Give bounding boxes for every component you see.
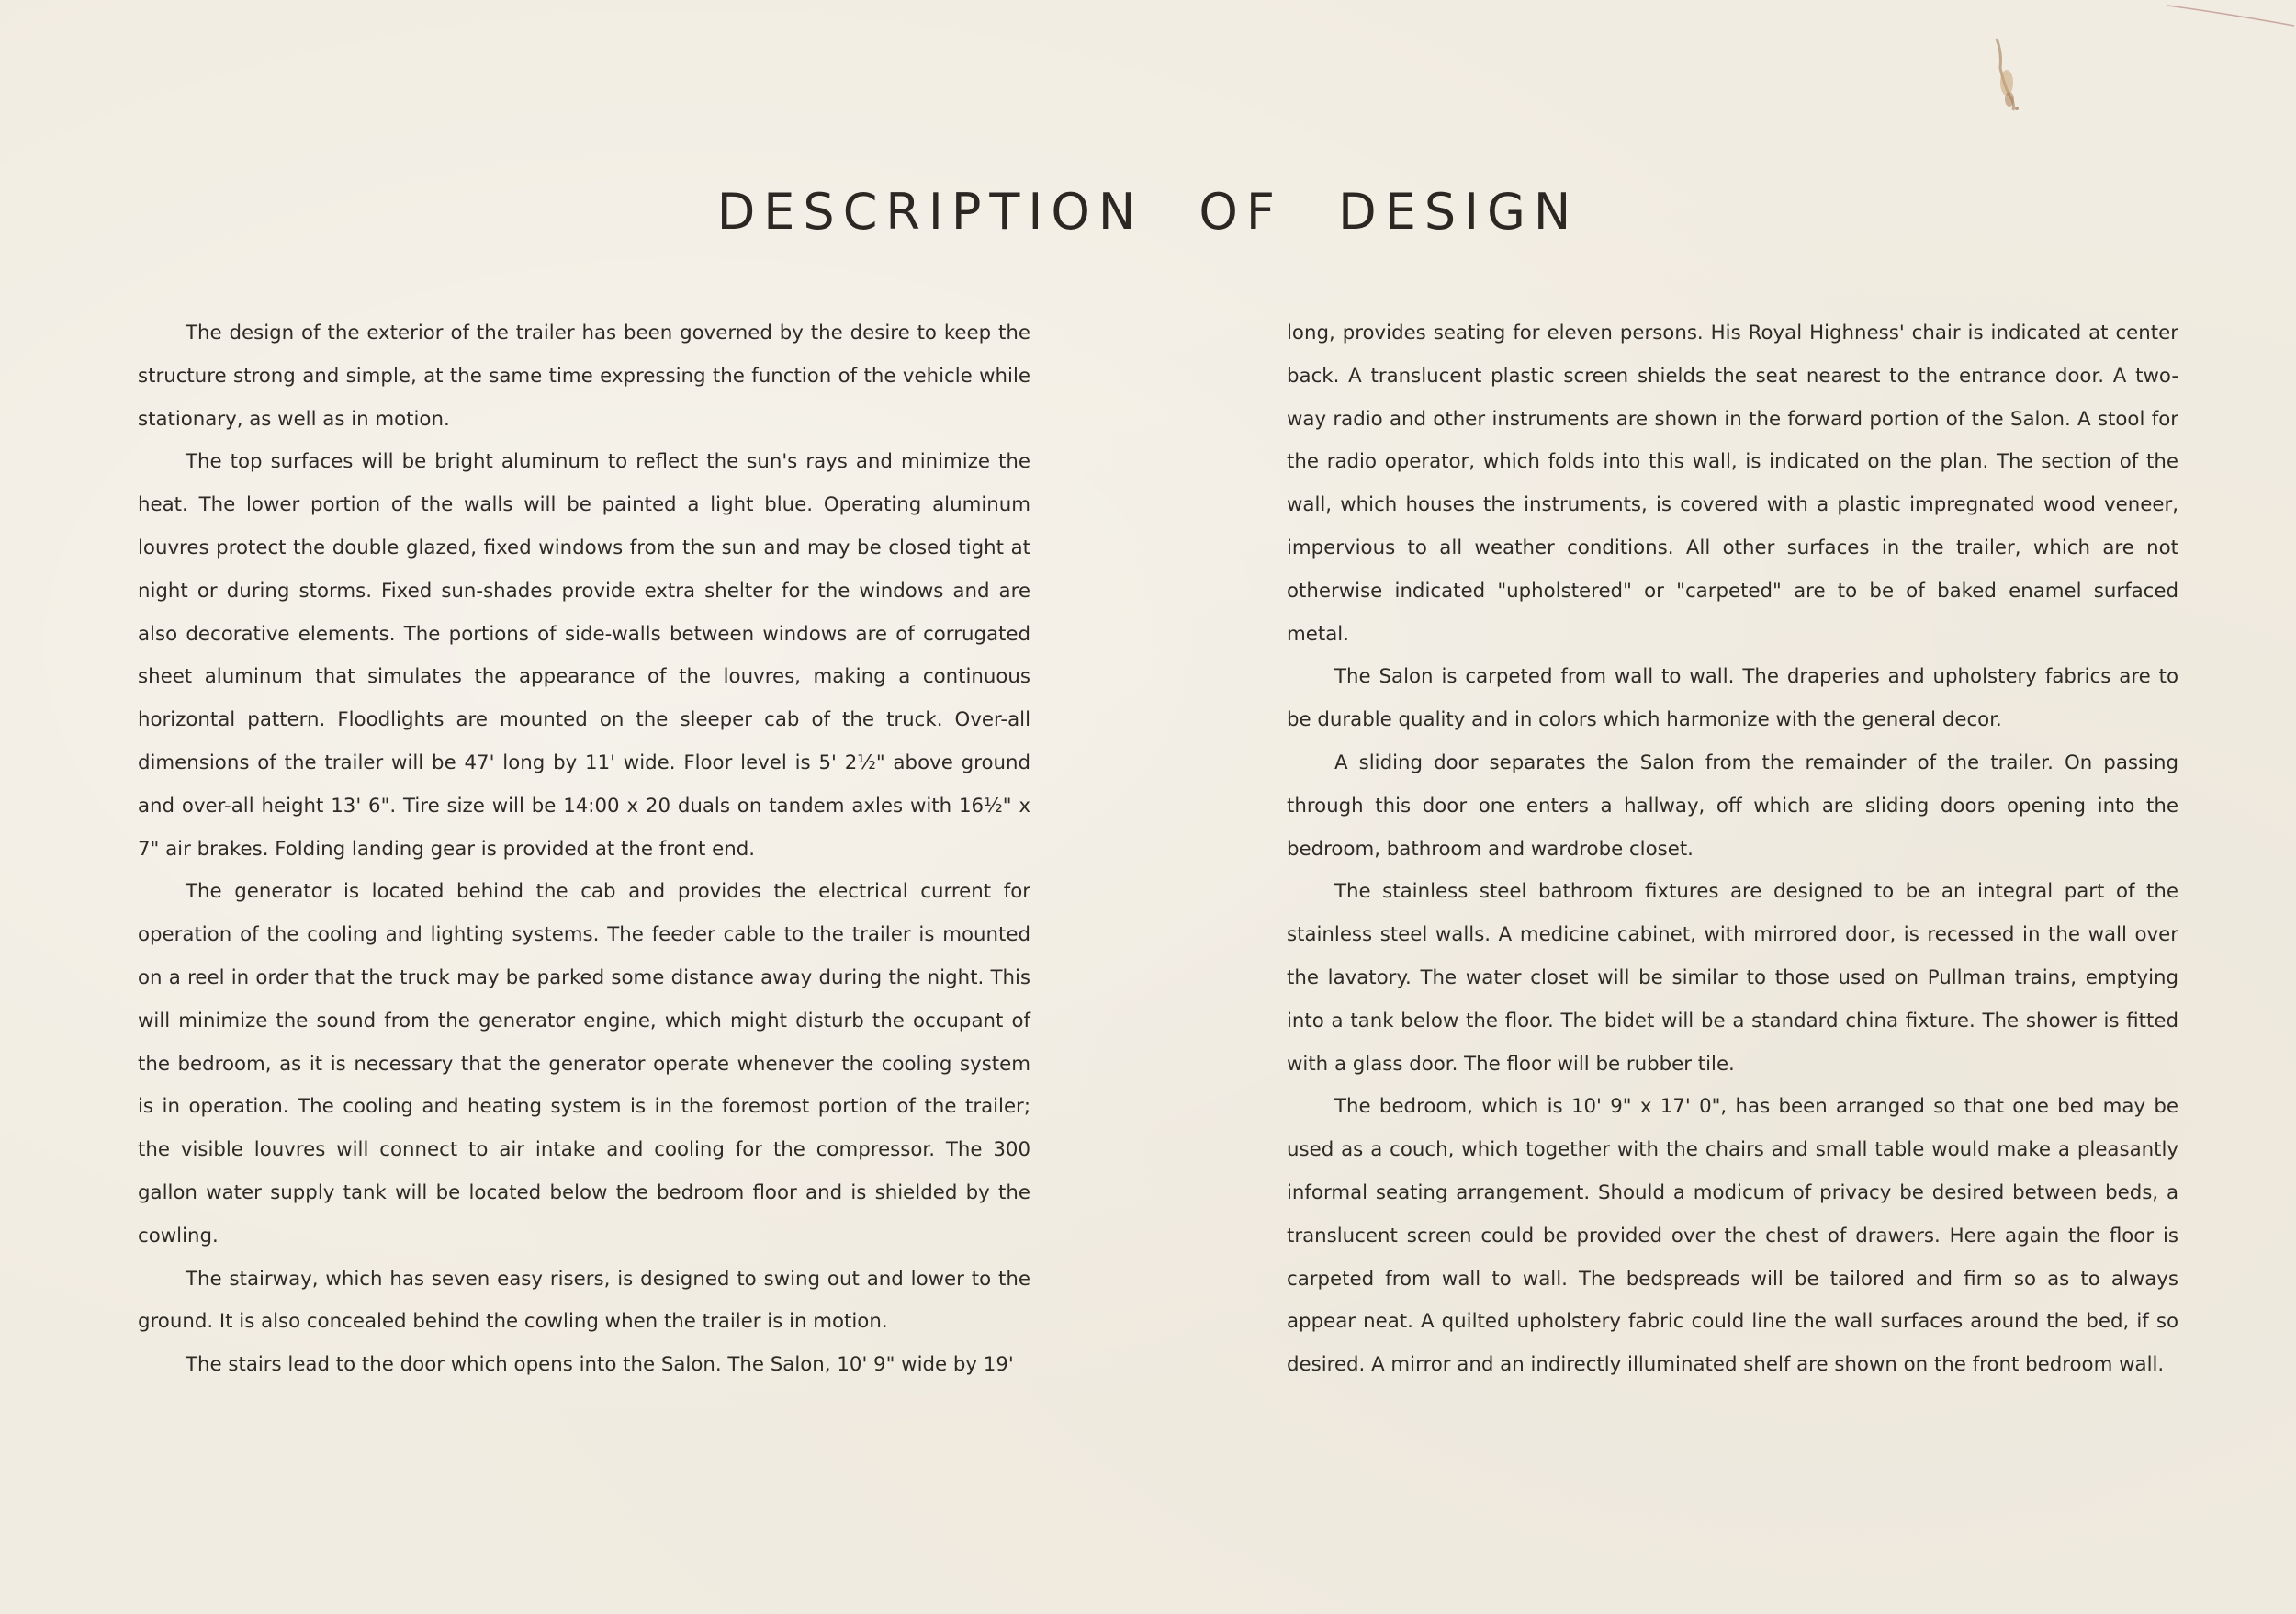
paragraph-bedroom: The bedroom, which is 10' 9" x 17' 0", has been arranged so that one bed may be used as a couch, which together with the chairs and small table would make a pleasantly informal seating arrangement. Should a modicum of privacy be desired between beds, a translucent screen could be provided over the chest of drawers. Here again the floor is carpeted from wall to wall. The bedspreads will be tailored and firm so as to always appear neat. A quilted upholstery fabric could line the wall surfaces around the bed, if so desired. A mirror and an indirectly illuminated shelf are shown on the front bedroom wall. — [1287, 1095, 2178, 1377]
paragraph-sliding-door: A sliding door separates the Salon from the remainder of the trailer. On passing through this door one enters a hallway, off which are sliding doors opening into the bedroom, bathroom and wardrobe closet. — [1287, 751, 2178, 861]
paragraph-salon-start: The stairs lead to the door which opens into the Salon. The Salon, 10' 9" wide by 19' — [186, 1353, 1014, 1377]
left-column — [138, 312, 1030, 1387]
paragraph-salon-continued: long, provides seating for eleven persons. His Royal Highness' chair is indicated at center back. A translucent plastic screen shields the seat nearest to the entrance door. A two-way radio and other instruments are shown in the forward portion of the Salon. A stool for the radio operator, which folds into this wall, is indicated on the plan. The section of the wall, which houses the instruments, is covered with a plastic impregnated wood veneer, impervious to all weather conditions. All other surfaces in the trailer, which are not otherwise indicated "upholstered" or "carpeted" are to be of baked enamel surfaced metal. — [1287, 322, 2178, 646]
page-title: DESCRIPTION OF DESIGN — [716, 183, 1580, 241]
paragraph-top-surfaces: The top surfaces will be bright aluminum to reflect the sun's rays and minimize the heat. The lower portion of the walls will be painted a light blue. Operating aluminum louvres protect the double glazed, fixed windows from the sun and may be closed tight at night or during storms. Fixed sun-shades provide extra shelter for the windows and are also decorative elements. The portions of side-walls between windows are of corrugated sheet aluminum that simulates the appearance of the louvres, making a continuous horizontal pattern. Floodlights are mounted on the sleeper cab of the truck. Over-all dimensions of the trailer will be 47' long by 11' wide. Floor level is 5' 2½" above ground and over-all height 13' 6". Tire size will be 14:00 x 20 duals on tandem axles with 16½" x 7" air brakes. Folding landing gear is provided at the front end. — [138, 450, 1030, 861]
paper-stain — [1991, 35, 2022, 114]
paragraph-generator: The generator is located behind the cab and provides the electrical current for operation of the cooling and lighting systems. The feeder cable to the trailer is mounted on a reel in order that the truck may be parked some distance away during the night. This will minimize the sound from the generator engine, which might disturb the occupant of the bedroom, as it is necessary that the generator operate whenever the cooling system is in operation. The cooling and heating system is in the foremost portion of the trailer; the visible louvres will connect to air intake and cooling for the compressor. The 300 gallon water supply tank will be located below the bedroom floor and is shielded by the cowling. — [138, 880, 1030, 1247]
right-column — [1287, 312, 2178, 1387]
paragraph-bathroom: The stainless steel bathroom fixtures are designed to be an integral part of the stainless steel walls. A medicine cabinet, with mirrored door, is recessed in the wall over the lavatory. The water closet will be similar to those used on Pullman trains, emptying into a tank below the floor. The bidet will be a standard china fixture. The shower is fitted with a glass door. The floor will be rubber tile. — [1287, 880, 2178, 1076]
pencil-mark — [2158, 0, 2296, 28]
paragraph-stairway: The stairway, which has seven easy risers, is designed to swing out and lower to the ground. It is also concealed behind the cowling when the trailer is in motion. — [138, 1267, 1030, 1334]
paragraph-exterior-design: The design of the exterior of the trailer has been governed by the desire to keep the structure strong and simple, at the same time expressing the function of the vehicle while stationary, as well as in motion. — [138, 322, 1030, 431]
paragraph-salon-carpet: The Salon is carpeted from wall to wall. The draperies and upholstery fabrics are to be durable quality and in colors which harmonize with the general decor. — [1287, 665, 2178, 732]
